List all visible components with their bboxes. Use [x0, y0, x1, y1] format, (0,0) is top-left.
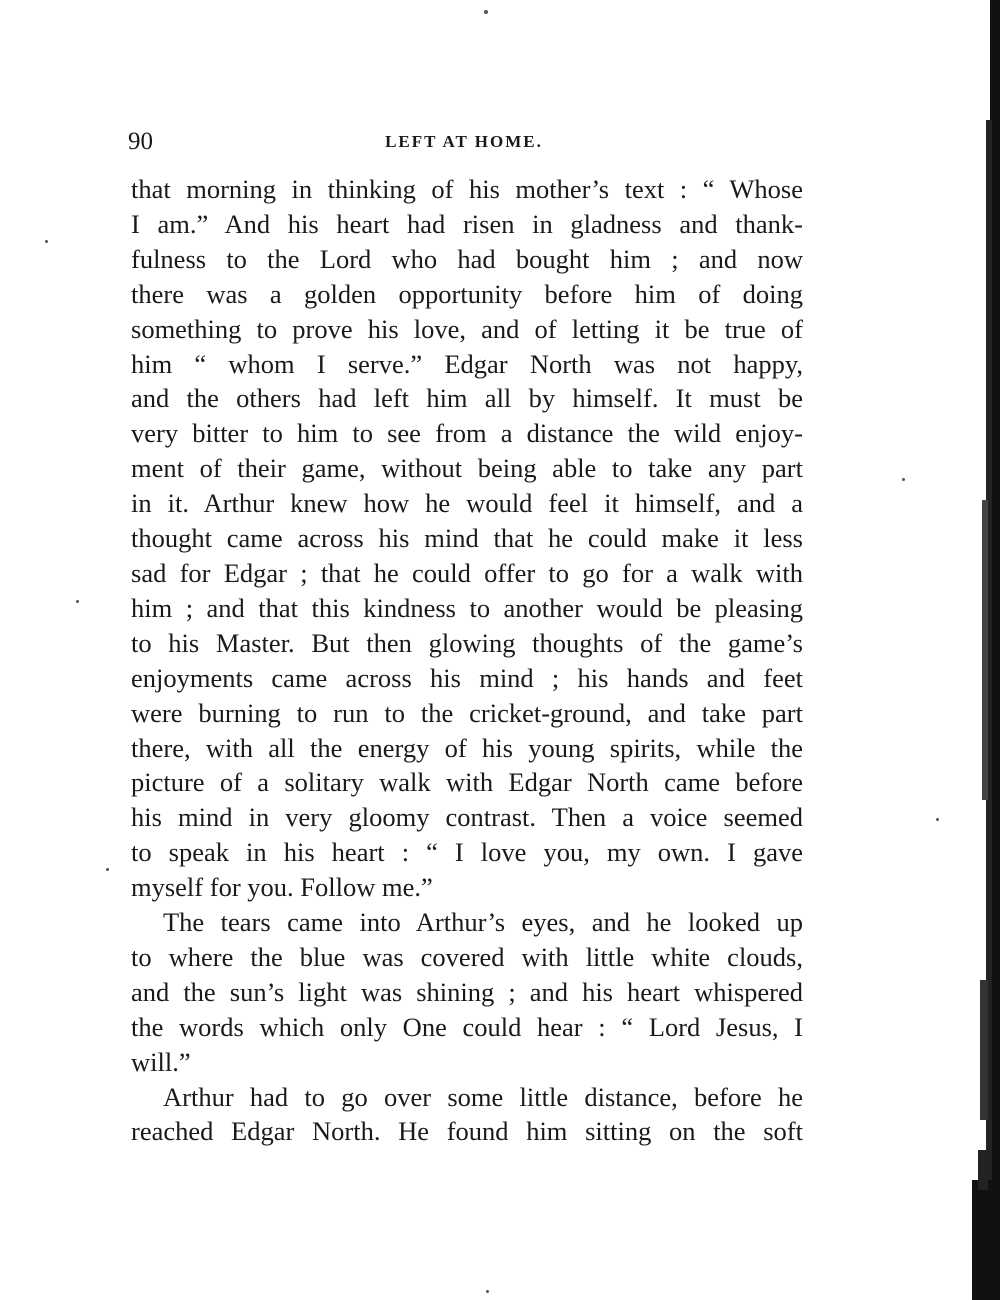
scan-speck [45, 240, 48, 243]
text-line: thought came across his mind that he could make it less [131, 523, 803, 554]
scan-speck [106, 868, 109, 871]
text-line: him ; and that this kindness to another would be pleasing [131, 592, 803, 623]
text-line: The tears came into Arthur’s eyes, and he looked up [163, 907, 803, 938]
text-line: something to prove his love, and of letting it be true of [131, 313, 803, 344]
scan-speck [936, 818, 939, 821]
text-line: to where the blue was covered with little white clouds, [131, 941, 803, 972]
text-line: were burning to run to the cricket-ground, and take part [131, 697, 803, 728]
text-line: and the others had left him all by himself. It must be [131, 383, 803, 414]
text-line: myself for you. Follow me.” [131, 872, 433, 903]
text-line: to speak in his heart : “ I love you, my own. I gave [131, 837, 803, 868]
text-line: will.” [131, 1046, 191, 1077]
text-line: fulness to the Lord who had bought him ; and now [131, 243, 803, 274]
scan-speck [76, 600, 79, 603]
text-line: enjoyments came across his mind ; his hands and feet [131, 662, 803, 693]
page-header [128, 128, 800, 158]
text-line: I am.” And his heart had risen in gladness and thank- [131, 208, 803, 239]
text-line: him “ whom I serve.” Edgar North was not happy, [131, 348, 803, 379]
text-line: his mind in very gloomy contrast. Then a voice seemed [131, 802, 803, 833]
text-line: to his Master. But then glowing thoughts of the game’s [131, 627, 803, 658]
scan-speck [486, 1290, 489, 1293]
page-number: 90 [128, 128, 153, 155]
text-line: very bitter to him to see from a distance the wild enjoy- [131, 418, 803, 449]
text-line: picture of a solitary walk with Edgar North came before [131, 767, 803, 798]
text-line: that morning in thinking of his mother’s text : “ Whose [131, 174, 803, 204]
scan-speck [484, 10, 488, 14]
body-text [131, 172, 803, 1149]
scan-speck [902, 478, 905, 481]
text-line: reached Edgar North. He found him sitting on the soft [131, 1116, 803, 1147]
text-line: in it. Arthur knew how he would feel it himself, and a [131, 488, 803, 519]
text-line: there was a golden opportunity before him of doing [131, 278, 803, 309]
text-line: the words which only One could hear : “ Lord Jesus, I [131, 1011, 803, 1042]
text-line: ment of their game, without being able to take any part [131, 453, 803, 484]
text-line: sad for Edgar ; that he could offer to go for a walk with [131, 557, 803, 588]
text-line: there, with all the energy of his young spirits, while the [131, 732, 803, 763]
running-head: LEFT AT HOME. [385, 132, 543, 151]
page-edge-shadow [962, 0, 1000, 1300]
text-line: Arthur had to go over some little distance, before he [163, 1081, 803, 1112]
text-line: and the sun’s light was shining ; and his heart whispered [131, 976, 803, 1007]
